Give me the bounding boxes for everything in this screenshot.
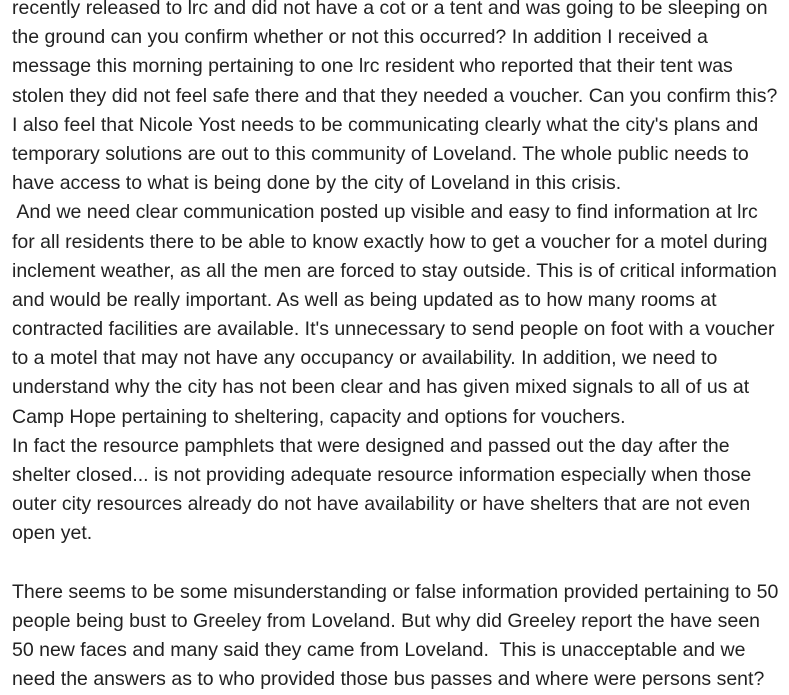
text-line: have access to what is being done by the city of Loveland in this crisis. [12,172,622,195]
text-line: contracted facilities are available. It's unnecessary to send people on foot with a voucher [12,318,775,341]
paragraph-3 [12,432,787,549]
text-line: In fact the resource pamphlets that were designed and passed out the day after the [12,434,730,457]
text-line: recently released to lrc and did not have a cot or a tent and was going to be sleeping on [12,0,768,19]
text-line: inclement weather, as all the men are forced to stay outside. This is of critical information [12,259,777,282]
text-line: to a motel that may not have any occupancy or availability. In addition, we need to [12,347,718,370]
text-line: people being bust to Greeley from Loveland. But why did Greeley report the have seen [12,609,760,632]
text-line: and would be really important. As well as being updated as to how many rooms at [12,288,717,311]
text-line: There seems to be some misunderstanding or false information provided pertaining to 50 [12,580,779,603]
text-line: And we need clear communication posted up visible and easy to find information at lrc [12,201,758,224]
text-line: Camp Hope pertaining to sheltering, capacity and options for vouchers. [12,405,626,428]
paragraph-2 [12,198,787,432]
text-line: open yet. [12,522,93,545]
text-line: outer city resources already do not have availability or have shelters that are not even [12,493,751,516]
text-line: stolen they did not feel safe there and that they needed a voucher. Can you confirm this? [12,84,778,107]
text-line: shelter closed... is not providing adequate resource information especially when those [12,464,752,486]
paragraph-4 [12,578,787,695]
text-line: temporary solutions are out to this community of Loveland. The whole public needs to [12,142,749,165]
paragraph-spacer [12,549,787,578]
paragraph-1 [12,0,787,198]
text-line: message this morning pertaining to one lrc resident who reported that their tent was [12,55,733,78]
text-line: need the answers as to who provided those bus passes and where were persons sent? [12,668,765,691]
text-line: the ground can you confirm whether or not this occurred? In addition I received a [12,26,708,49]
text-line: for all residents there to be able to know exactly how to get a voucher for a motel during [12,230,768,253]
text-line: I also feel that Nicole Yost needs to be communicating clearly what the city's plans and [12,113,759,136]
text-line: 50 new faces and many said they came from Loveland. This is unacceptable and we [12,639,746,662]
text-line: understand why the city has not been clear and has given mixed signals to all of us at [12,376,750,399]
document-body [12,0,787,695]
